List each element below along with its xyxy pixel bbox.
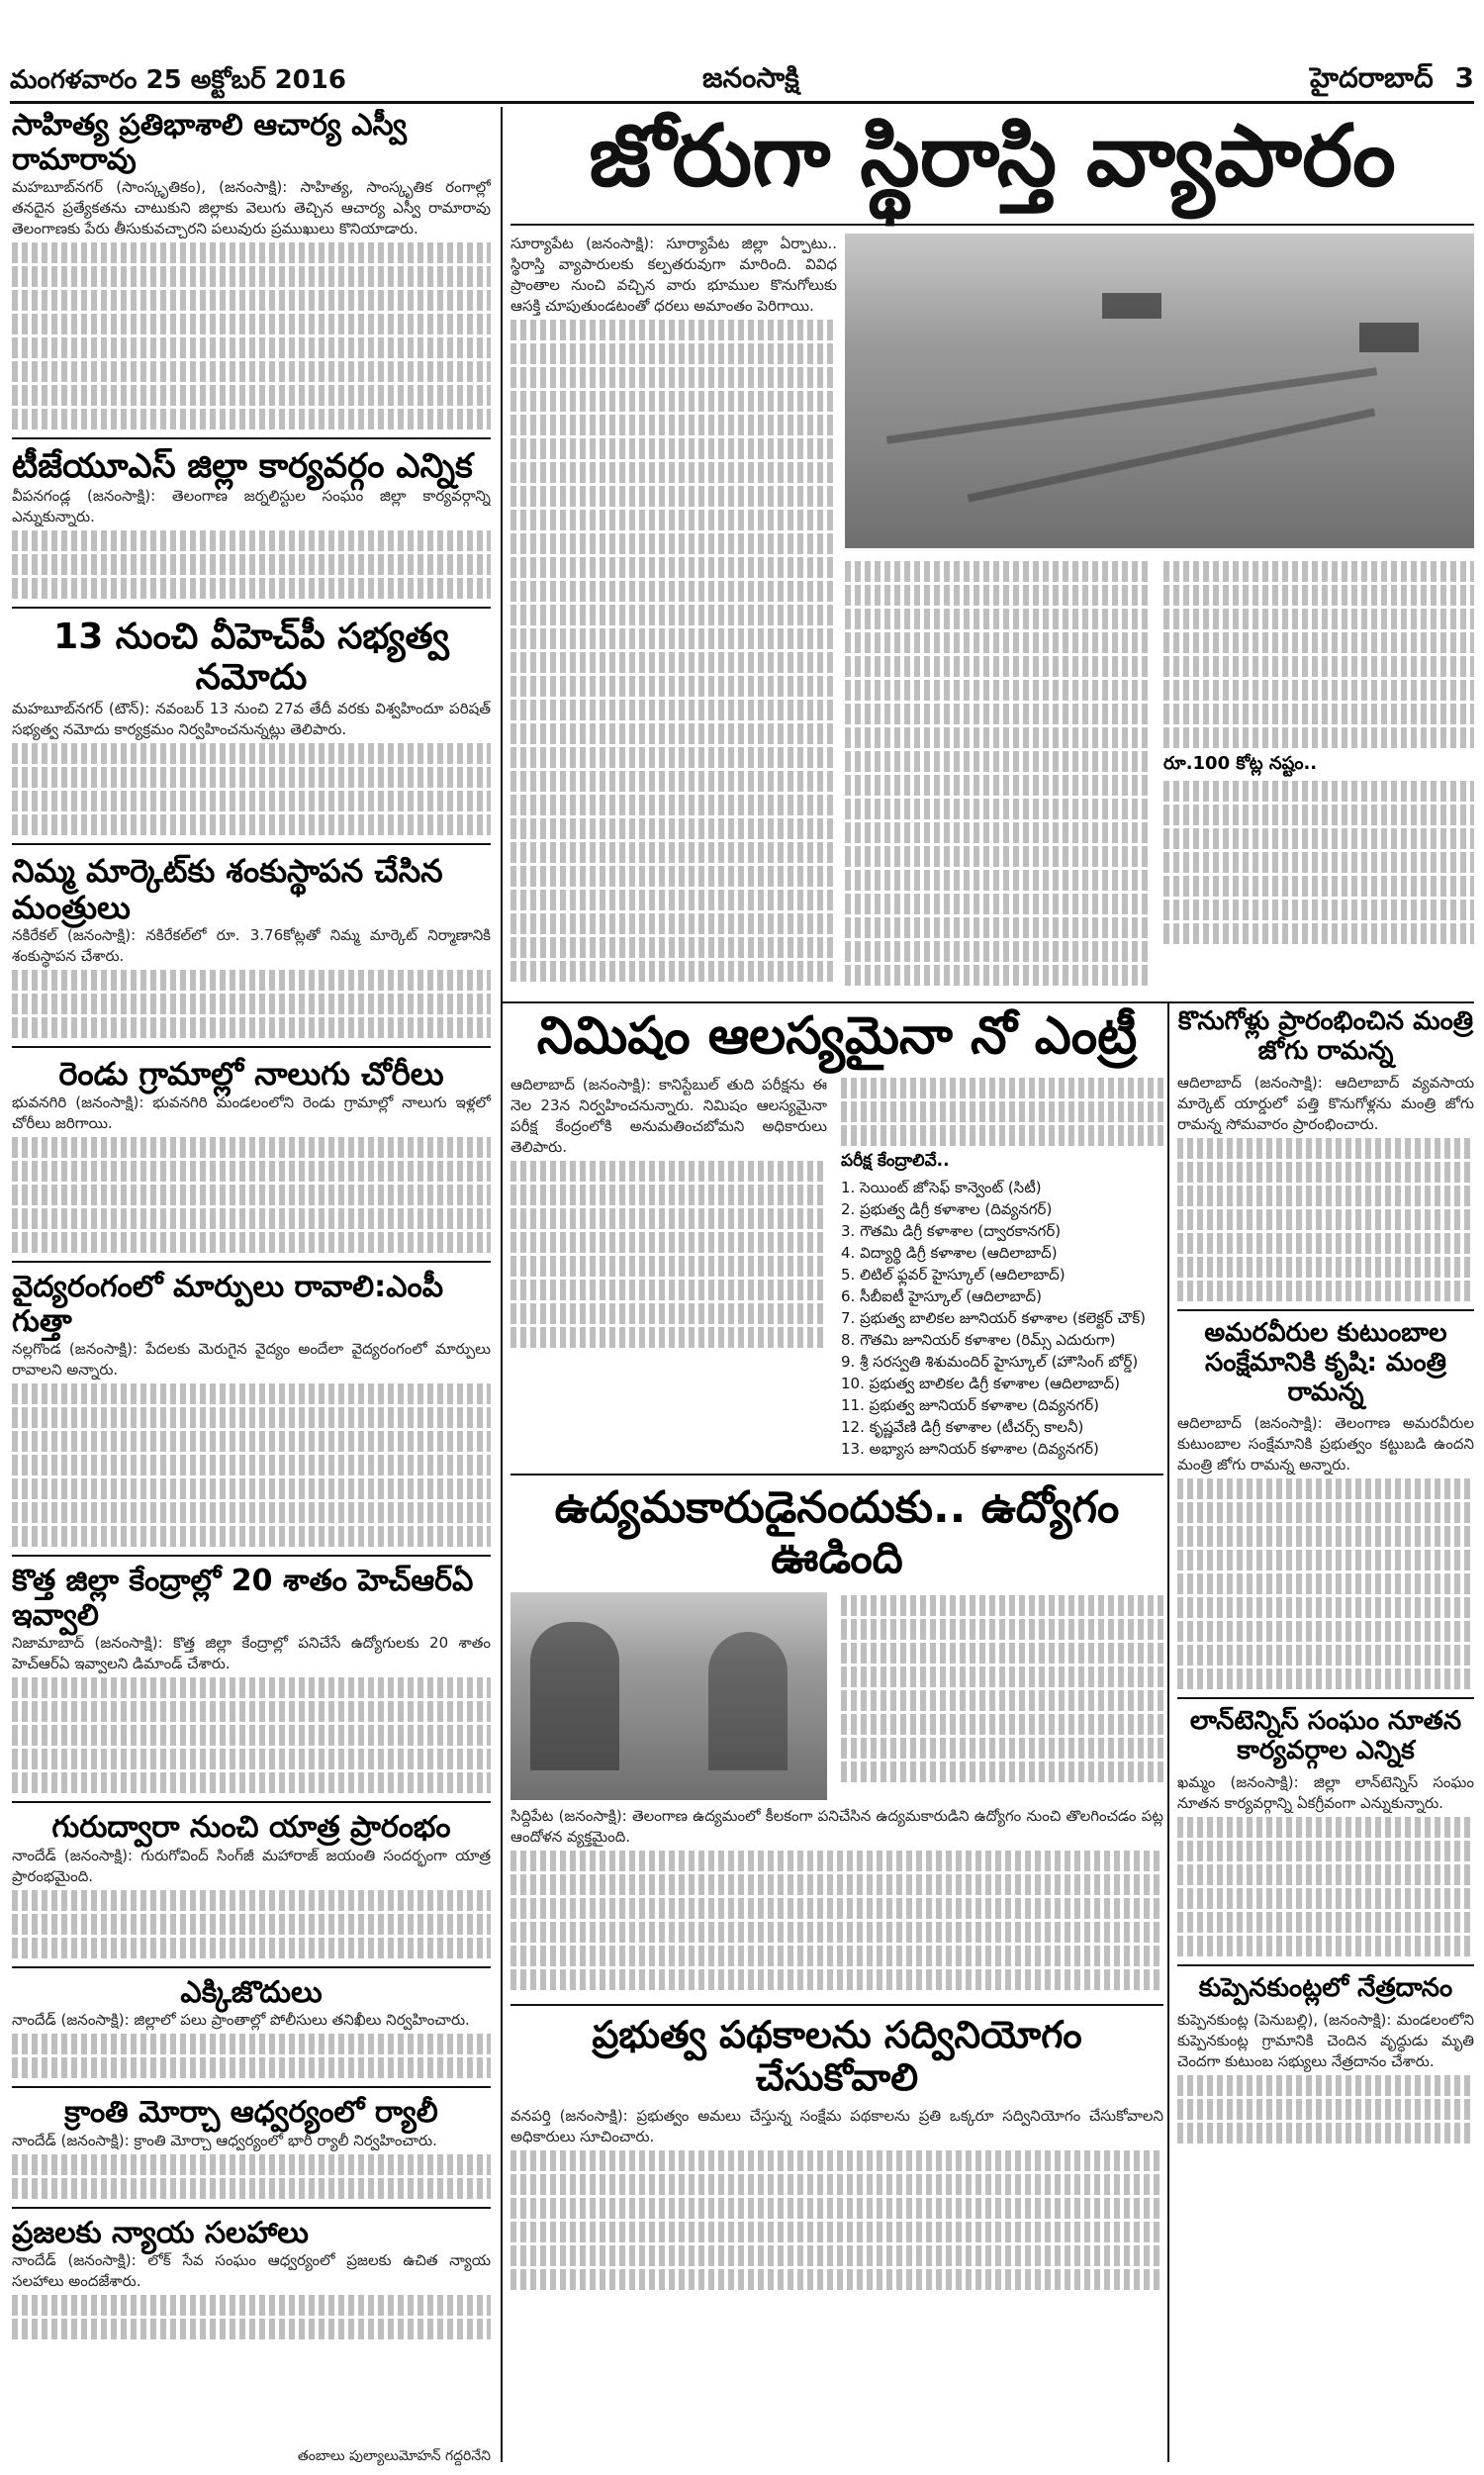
left-story-4 xyxy=(12,1056,491,1253)
story-headline: అమరవీరుల కుటుంబాల సంక్షేమానికి కృషి: మంత్రి రామన్న xyxy=(1204,1317,1447,1407)
list-item: 11. ప్రభుత్వ జూనియర్ కళాశాల (దివ్యనగర్) xyxy=(841,1396,1099,1415)
main-text-col-2 xyxy=(845,558,1152,986)
story-lead: నాందేడ్ (జనంసాక్షి): క్రాంతి మోర్చా ఆధ్వర్యంలో భారీ ర్యాలీ నిర్వహించారు. xyxy=(12,2131,437,2149)
story-headline: క్రాంతి మోర్చా ఆధ్వర్యంలో ర్యాలీ xyxy=(64,2095,438,2131)
left-story-0 xyxy=(12,109,491,429)
story-lead: మహబూబ్‌నగర్ (టౌన్): నవంబర్ 13 నుంచి 27వ తేదీ వరకు విశ్వహిందూ పరిషత్ సభ్యత్వ నమోదు కార్యక్రమం నిర్వహించనున్నట్లు తెలిపారు. xyxy=(12,699,491,738)
main-text-col-3 xyxy=(1163,558,1474,944)
right-story-3 xyxy=(1177,1974,1474,2143)
story-lead: నిజామాబాద్ (జనంసాక్షి): కొత్త జిల్లా కేంద్రాల్లో పనిచేసే ఉద్యోగులకు 20 శాతం హెచ్‌ఆర్‌ఏ ఇవ్వాలని డిమాండ్ చేశారు. xyxy=(12,1634,491,1673)
construction-site-photo xyxy=(845,234,1474,548)
list-item: 9. శ్రీ సరస్వతి శిశుమందిర్ హైస్కూల్ (హౌసింగ్ బోర్డ్) xyxy=(841,1353,1139,1372)
story-headline: వైద్యరంగంలో మార్పులు రావాలి:ఎంపీ గుత్తా xyxy=(12,1270,444,1339)
story-headline: నిమిషం ఆలస్యమైనా నో ఎంట్రీ xyxy=(536,1007,1138,1066)
main-lead: సూర్యాపేట (జనంసాక్షి): సూర్యాపేట జిల్లా ఏర్పాటు.. స్థిరాస్తి వ్యాపారులకు కల్పతరువుగా మారింది. వివిధ ప్రాంతాల నుంచి వచ్చిన వారు భూముల కొనుగోలుకు ఆసక్తి చూపుతుండటంతో ధరలు అమాంతం పెరిగాయి. xyxy=(510,235,837,315)
photo-credit: తంబాలు పుల్యాలుమోహన్ గద్దరినేని xyxy=(297,2448,491,2464)
right-column xyxy=(1177,1007,1474,2462)
story-lead: ఆదిలాబాద్ (జనంసాక్షి): కానిస్టేబుల్ తుది పరీక్షను ఈ నెల 23న నిర్వహించనున్నారు. నిమిషం ఆలస్యమైనా పరీక్ష కేంద్రంలోకి అనుమతించబోమని అధికారులు తెలిపారు. xyxy=(510,1075,827,1156)
left-story-7 xyxy=(12,1811,491,1958)
story-lead: కుప్పెనకుంట్ల (పెనుబల్లి), (జనంసాక్షి): మండలంలోని కుప్పెనకుంట్ల గ్రామానికి చెందిన వృద్ధుడు మృతి చెందగా కుటుంబ సభ్యులు నేత్రదానం చేశారు. xyxy=(1177,2011,1474,2071)
left-column xyxy=(12,109,491,2464)
centers-title: పరీక్ష కేంద్రాలివే.. xyxy=(841,1150,950,1171)
story-headline: గురుద్వారా నుంచి యాత్ర ప్రారంభం xyxy=(51,1810,451,1846)
story-headline: ప్రభుత్వ పథకాలను సద్వినియోగం చేసుకోవాలి xyxy=(592,2012,1082,2100)
story-lead: నాందేడ్ (జనంసాక్షి): గురుగోవింద్ సింగ్‌జీ మహారాజ్ జయంతి సందర్భంగా యాత్ర ప్రారంభమైంది. xyxy=(12,1846,491,1885)
edition-city: హైదరాబాద్ xyxy=(1310,61,1434,94)
story-headline: కొత్త జిల్లా కేంద్రాల్లో 20 శాతం హెచ్‌ఆర్‌ఏ ఇవ్వాలి xyxy=(12,1564,474,1633)
story-headline: ఎక్కిజొదులు xyxy=(180,1974,323,2010)
story-headline: ప్రజలకు న్యాయ సలహాలు xyxy=(12,2215,309,2250)
list-item: 2. ప్రభుత్వ డిగ్రీ కళాశాల (దివ్యనగర్) xyxy=(841,1200,1053,1219)
left-story-1 xyxy=(12,447,491,599)
left-story-9 xyxy=(12,2096,491,2199)
center-column xyxy=(510,1007,1163,2462)
page-number: 3 xyxy=(1454,61,1474,94)
main-story xyxy=(510,107,1474,998)
story-headline: టీజేయూఎస్ జిల్లా కార్యవర్గం ఎన్నిక xyxy=(12,446,473,486)
center-story-0 xyxy=(510,1007,1163,1460)
story-headline: ఉద్యమకారుడైనందుకు.. ఉద్యోగం ఊడింది xyxy=(554,1482,1120,1583)
story-lead: నాందేడ్ (జనంసాక్షి): లోక్ సేవ సంఘం ఆధ్వర్యంలో ప్రజలకు ఉచిత న్యాయ సలహాలు అందజేశారు. xyxy=(12,2251,491,2291)
main-headline: జోరుగా స్థిరాస్తి వ్యాపారం xyxy=(589,107,1396,206)
list-item: 6. సీబీఐటీ హైస్కూల్ (ఆదిలాబాద్) xyxy=(841,1287,1042,1306)
issue-date: మంగళవారం 25 అక్టోబర్ 2016 xyxy=(10,65,346,95)
story-lead: ఆదిలాబాద్ (జనంసాక్షి): ఆదిలాబాద్ వ్యవసాయ మార్కెట్ యార్డులో పత్తి కొనుగోళ్లను మంత్రి జోగు రామన్న సోమవారం ప్రారంభించారు. xyxy=(1177,1073,1474,1133)
story-lead: వనపర్తి (జనంసాక్షి): ప్రభుత్వం అమలు చేస్తున్న సంక్షేమ పథకాలను ప్రతి ఒక్కరూ సద్వినియోగం చేసుకోవాలని అధికారులు సూచించారు. xyxy=(510,2106,1163,2145)
story-headline: రెండు గ్రామాల్లో నాలుగు చోరీలు xyxy=(58,1055,444,1094)
column-divider xyxy=(501,107,503,2462)
left-story-8 xyxy=(12,1976,491,2079)
list-item: 8. గౌతమి జూనియర్ కళాశాల (రిమ్స్ ఎదురుగా) xyxy=(841,1331,1116,1350)
list-item: 4. విద్యార్థి డిగ్రీ కళాశాల (ఆదిలాబాద్) xyxy=(841,1244,1058,1263)
list-item: 3. గౌతమి డిగ్రీ కళాశాల (ద్వారకానగర్) xyxy=(841,1222,1062,1241)
list-item: 13. అభ్యాస జూనియర్ కళాశాల (దివ్యనగర్) xyxy=(841,1440,1099,1459)
protester-photo xyxy=(510,1592,827,1800)
masthead xyxy=(10,55,1474,104)
story-lead: ఖమ్మం (జనంసాక్షి): జిల్లా లాన్‌టెన్నిస్ సంఘం నూతన కార్యవర్గాన్ని ఏకగ్రీవంగా ఎన్నుకున్నారు. xyxy=(1177,1773,1474,1813)
paper-name: జనంసాక్షి xyxy=(702,61,799,94)
list-item: 12. కృష్ణవేణి డిగ్రీ కళాశాల (టీచర్స్ కాలనీ) xyxy=(841,1418,1084,1437)
right-story-2 xyxy=(1177,1707,1474,1956)
story-headline: నిమ్మ మార్కెట్‌కు శంకుస్థాపన చేసిన మంత్రులు xyxy=(12,851,443,926)
right-story-1 xyxy=(1177,1319,1474,1690)
list-item: 10. ప్రభుత్వ బాలికల డిగ్రీ కళాశాల (ఆదిలాబాద్) xyxy=(841,1375,1120,1393)
story-headline: లాన్‌టెన్నిస్ సంఘం నూతన కార్యవర్గాల ఎన్నిక xyxy=(1189,1706,1462,1766)
story-lead: వీపనగండ్ల (జనంసాక్షి): తెలంగాణ జర్నలిస్టుల సంఘం జిల్లా కార్యవర్గాన్ని ఎన్నుకున్నారు. xyxy=(12,487,491,526)
left-story-5 xyxy=(12,1271,491,1547)
story-headline: కొనుగోళ్లు ప్రారంభించిన మంత్రి జోగు రామన్న xyxy=(1177,1007,1474,1066)
story-headline: 13 నుంచి వీహెచ్‌పీ సభ్యత్వ నమోదు xyxy=(53,617,449,699)
story-headline: సాహిత్య ప్రతిభాశాలి ఆచార్య ఎస్వీ రామారావు xyxy=(12,109,408,177)
left-story-2 xyxy=(12,617,491,835)
story-lead: ఆదిలాబాద్ (జనంసాక్షి): తెలంగాణ అమరవీరుల కుటుంబాల సంక్షేమానికి ప్రభుత్వం కట్టుబడి ఉందని మంత్రి జోగు రామన్న అన్నారు. xyxy=(1177,1414,1474,1475)
edition-info xyxy=(1310,61,1474,101)
column-divider xyxy=(1167,1003,1169,2462)
story-lead: నాందేడ్ (జనంసాక్షి): జిల్లాలో పలు ప్రాంతాల్లో పోలీసులు తనిఖీలు నిర్వహించారు. xyxy=(12,2011,470,2030)
story-lead: నల్లగొండ (జనంసాక్షి): పేదలకు మెరుగైన వైద్యం అందేలా వైద్యరంగంలో మార్పులు రావాలని అన్నారు. xyxy=(12,1340,491,1380)
right-story-0 xyxy=(1177,1007,1474,1301)
left-story-10 xyxy=(12,2217,491,2340)
story-lead: నకిరేకల్ (జనంసాక్షి): నకిరేకల్‌లో రూ. 3.76కోట్లతో నిమ్మ మార్కెట్ నిర్మాణానికి శంకుస్థాపన చేశారు. xyxy=(12,926,491,966)
exam-center-list xyxy=(841,1177,1163,1460)
left-story-6 xyxy=(12,1565,491,1793)
center-story-2 xyxy=(510,2014,1163,2290)
main-text-col-1 xyxy=(510,234,837,982)
story-lead: మహబూబ్‌నగర్ (సాంస్కృతికం), (జనంసాక్షి): సాహిత్య, సాంస్కృతిక రంగాల్లో తనదైన ప్రత్యేకతను చాటుకుని జిల్లాకు వెలుగు తెచ్చిన ఆచార్య ఎస్వీ రామారావు తెలంగాణకు పేరు తీసుకువచ్చారని పలువురు ప్రముఖులు కొనియాడారు. xyxy=(12,178,491,238)
price-subhead: రూ.100 కోట్ల నష్టం.. xyxy=(1163,753,1318,774)
left-story-3 xyxy=(12,853,491,1039)
list-item: 5. లిటిల్ ఫ్లవర్ హైస్కూల్ (ఆదిలాబాద్) xyxy=(841,1266,1066,1285)
list-item: 7. ప్రభుత్వ బాలికల జూనియర్ కళాశాల (కలెక్టర్ చౌక్) xyxy=(841,1309,1147,1328)
story-headline: కుప్పెనకుంట్లలో నేత్రదానం xyxy=(1198,1973,1453,2004)
list-item: 1. సెయింట్ జోసెఫ్ కాన్వెంట్ (సిటీ) xyxy=(841,1179,1042,1197)
story-lead: సిద్దిపేట (జనంసాక్షి): తెలంగాణ ఉద్యమంలో కీలకంగా పనిచేసిన ఉద్యమకారుడిని ఉద్యోగం నుంచి తొలగించడం పట్ల ఆందోళన వ్యక్తమైంది. xyxy=(510,1806,1163,1846)
story-lead: భువనగిరి (జనంసాక్షి): భువనగిరి మండలంలోని రెండు గ్రామాల్లో నాలుగు ఇళ్లలో చోరీలు జరిగాయి. xyxy=(12,1094,491,1133)
center-story-1 xyxy=(510,1483,1163,1989)
